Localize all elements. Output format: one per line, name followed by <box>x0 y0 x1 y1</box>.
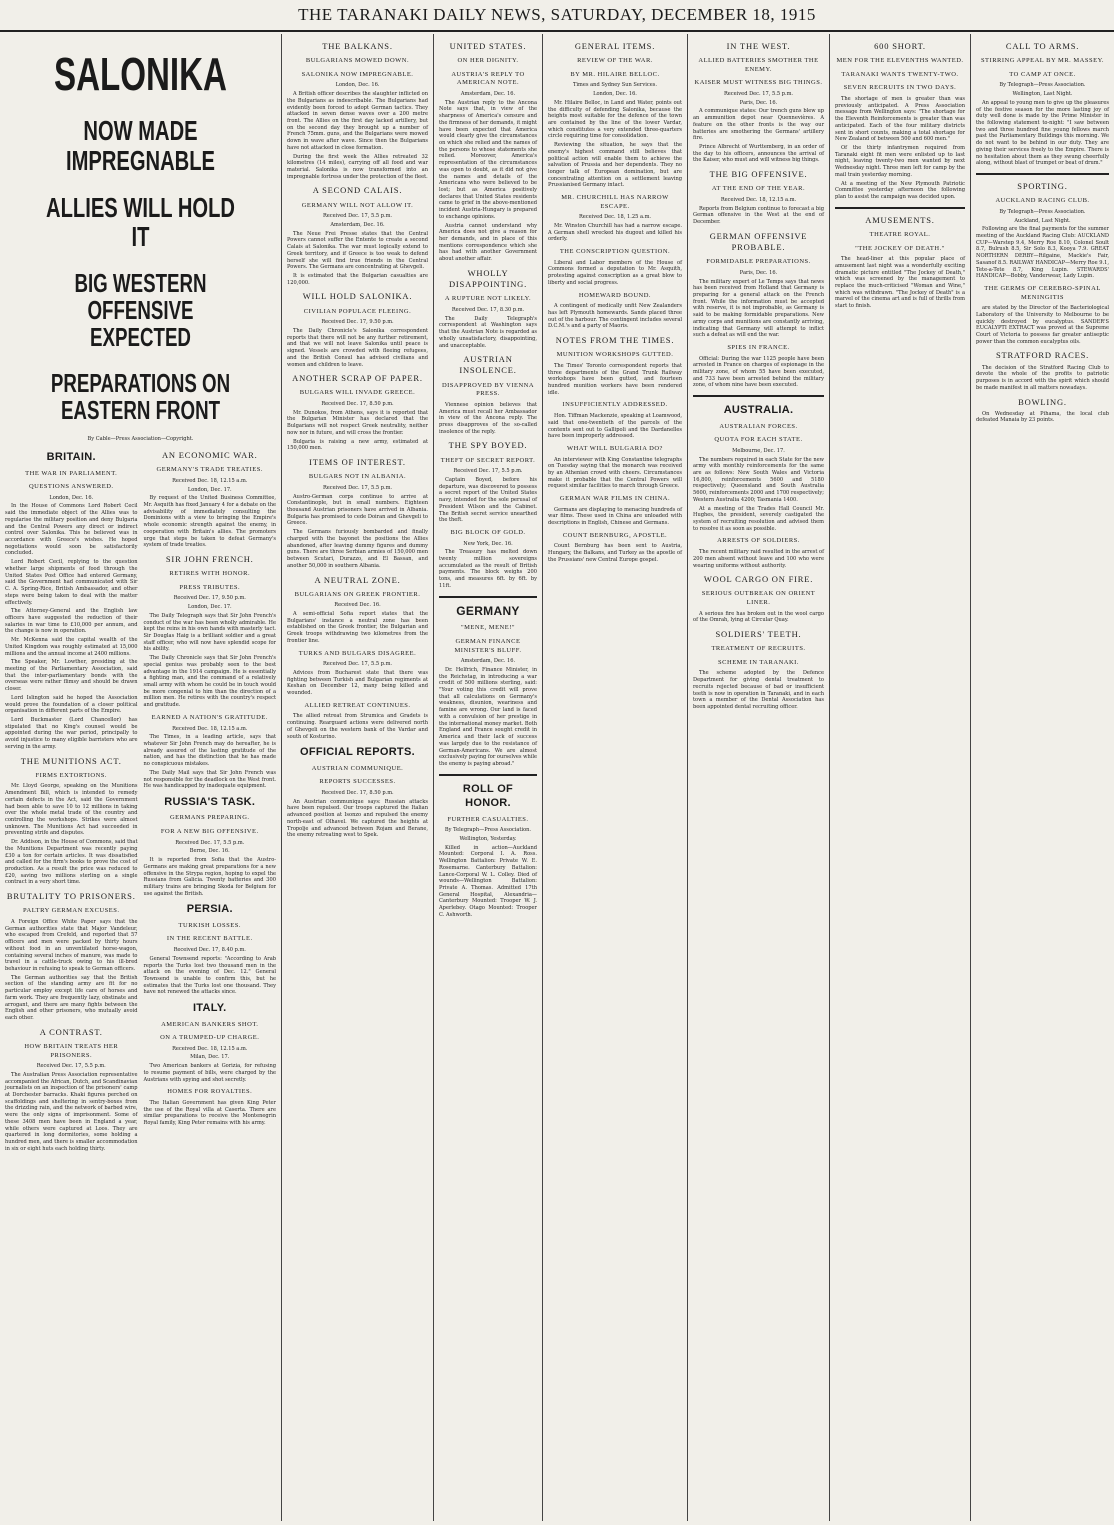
sub-heading: WHAT WILL BULGARIA DO? <box>567 444 663 452</box>
section-heading: THE SPY BOYED. <box>448 440 528 451</box>
paragraph: The Times' Toronto correspondent reports that three departments of the Grand Trunk Railway workshops have been gutted, and fourteen hundred munition workers have been rendered idle. <box>548 362 682 396</box>
paragraph: Austro-German corps continue to arrive at Constantinople, but in small numbers. Eighteen thousand Austrian prisoners have arrived in Albania. Bulgaria has promised to cede Doiran and Ghevgeli to Greece. <box>287 493 428 527</box>
sub-heading: ON A TRUMPED-UP CHARGE. <box>160 1034 260 1042</box>
section-heading: ITEMS OF INTEREST. <box>309 457 406 468</box>
sub-heading: FOR A NEW BIG OFFENSIVE. <box>160 828 259 836</box>
paragraph: Prince Albrecht of Wurttemberg, in an order of the day to his officers, announces the arrival of the Kaiser, who must and will witness big things. <box>693 143 824 164</box>
sub-heading: QUOTA FOR EACH STATE. <box>714 436 803 444</box>
sub-heading: THEFT OF SECRET REPORT. <box>440 456 536 464</box>
byline: By Telegraph—Press Association. <box>444 827 532 834</box>
section-heading: BRITAIN. <box>46 451 96 464</box>
paragraph: The Times, in a leading article, says that whatever Sir John French may do hereafter, he is already assured of the lasting gratitude of the nation, and has the distinction that he has made no conspicuous mistakes. <box>143 734 276 768</box>
section-heading: A SECOND CALAIS. <box>312 185 403 196</box>
sub-heading: AT THE END OF THE YEAR. <box>711 185 806 193</box>
section-heading: AUSTRIAN INSOLENCE. <box>459 354 517 376</box>
sub-heading: BULGARS WILL INVADE GREECE. <box>299 389 416 397</box>
sub-heading: SERIOUS OUTBREAK ON ORIENT LINER. <box>701 590 816 607</box>
paragraph: The German authorities say that the British section of the standing army are fit for no particular employ except life care of horses and farm work. They are frequently lazy, obstinate and arrogant, and there are many fights between the English and other prisoners, who mutually avoid each other. <box>5 974 138 1022</box>
paragraph: Viennese opinion believes that America must recall her Ambassador in view of the Ancona reply. The press disapproves of the so-called insolence of the reply. <box>439 401 537 435</box>
paragraph: On Wednesday at Pihama, the local club defeated Manaia by 23 points. <box>976 410 1109 424</box>
received-line: Received Dec. 17, 8.50 p.m. <box>321 789 394 796</box>
paragraph: Mr. Dunokos, from Athens, says it is reported that the Bulgarian Minister has declared that the Bulgarians will not respect Greek neutrality, neither now nor in future, and will cross the frontier. <box>287 409 428 436</box>
paragraph: An interviewer with King Constantine telegraphs on Tuesday saying that the monarch was received by an Athenian crowd with cheers. Circumstances make it probable that the Central Powers will request similar facilities to march through Greece. <box>548 456 682 490</box>
dateline: Berne, Dec. 16. <box>189 848 230 855</box>
paragraph: The Daily Telegraph says that Sir John French's conduct of the war has been wholly admirable. He kept the reins in his own hands with masterly tact. Sir Douglas Haig is a brilliant soldier and a great staff officer, who will now have splendid scope for his ability. <box>143 612 276 653</box>
paragraph: Dr. Helfrich, Finance Minister, in the Reichstag, in introducing a war credit of 500 millions sterling, said: "Your voting this credit will prove that all calculations on Germany's weakness, disunion, weariness and famine are wrong. Our land is faced with a convulsion of her prestige in the international money market. Both England and France sought credit in America and their lack of success was largely due to the resistance of German-Americans. We are almost exclusively paying for ourselves while the enemy is paying abroad." <box>439 666 537 767</box>
sub-heading: KAISER MUST WITNESS BIG THINGS. <box>694 79 823 87</box>
sub-heading: SEVEN RECRUITS IN TWO DAYS. <box>843 84 957 92</box>
sub-heading: AUSTRALIAN FORCES. <box>719 422 798 430</box>
sub-heading: QUESTIONS ANSWERED. <box>28 483 114 491</box>
paragraph: A serious fire has broken out in the wool cargo of the Omrah, lying at Circular Quay. <box>693 610 824 624</box>
section-heading: THE BALKANS. <box>322 41 393 51</box>
section-heading: WILL HOLD SALONIKA. <box>302 291 413 302</box>
dateline: Amsterdam, Dec. 16. <box>460 658 516 665</box>
paragraph: General Townsend reports: "According to Arab reports the Turks lost two thousand men in the attack on the evening of Dec. 12." General Townsend is unable to confirm this, but he estimates that the Turks lost one thousand. They have not renewed the attacks since. <box>143 955 276 996</box>
dateline: London, Dec. 17. <box>187 486 232 493</box>
sub-heading: GERMAN FINANCE MINISTER'S BLUFF. <box>454 638 522 654</box>
paragraph: The allied retreat from Strumica and Gradets is continuing. Rearguard actions were delivered north of Ghevgeli on the western bank of the Vardar and south of Kosturino. <box>287 713 428 740</box>
dateline: Melbourne, Dec. 17. <box>732 447 785 454</box>
received-line: Received Dec. 17, 8.40 p.m. <box>173 947 246 954</box>
paragraph: Of the thirty infantrymen required from Taranaki eight fit men were enlisted up to last night, leaving twenty-two men wanted by next Wednesday night. Three men left for camp by the mail train yesterday morning. <box>835 144 965 178</box>
dateline: Milan, Dec. 17. <box>190 1054 230 1061</box>
sub-heading: INSUFFICIENTLY ADDRESSED. <box>562 401 668 409</box>
paragraph: The military expert of Le Temps says that news has been received from Holland that Germany is preparing for a general attack on the French front. While the information must be accepted with reserve, it is not improbable, as Germany is said to be making formidable preparations. New army corps and munitions are constantly arriving, indicating that Germany will attempt to inflict such a defeat as will end the war. <box>693 278 824 339</box>
section-heading: GENERAL ITEMS. <box>574 41 656 51</box>
divider <box>693 395 824 397</box>
paragraph: The Daily Chronicle's Salonika correspondent reports that there will not be any further retirement, and that we will not leave Salonika until peace is signed. Vessels are crowded with fleeing refugees, and the British Consul has advised civilians and women and children to leave. <box>287 327 428 368</box>
column-in-the-west <box>688 36 829 1516</box>
received-line: Received Dec. 18, 12.15 a.m. <box>172 1045 248 1052</box>
dateline: London, Dec. 16. <box>49 494 94 501</box>
paragraph: Austria cannot understand why America does not give a reason for her demands, and in place of this mentions correspondence which she has had with another Government about another affair. <box>439 222 537 263</box>
paragraph: The Daily Chronicle says that Sir John French's special genius was probably seen to the best advantage in the 1914 campaign. He is essentially a fighting man, and the command of a relatively small army with whom he could be in touch would be more congenial to him than the direction of a million men. He retires with the country's respect and gratitude. <box>143 655 276 709</box>
received-line: Received Dec. 17, 5.5 p.m. <box>723 90 794 97</box>
received-line: Received Dec. 18, 1.25 a.m. <box>578 214 652 221</box>
sub-heading: FIRMS EXTORTIONS. <box>35 771 108 779</box>
paragraph: The Germans furiously bombarded and finally charged with the bayonet the positions the Allies abandoned, after leaving dummy figures and dummy guns. There are three Serbian armies of 150,000 men between Scutari, Durazzo, and El Bassan, and another 50,000 in southern Albania. <box>287 529 428 569</box>
byline: By Telegraph—Press Association. <box>999 82 1086 89</box>
divider <box>835 207 965 209</box>
paragraph: Bulgaria is raising a new army, estimated at 150,000 men. <box>287 438 428 452</box>
sub-heading: MUNITION WORKSHOPS GUTTED. <box>556 351 674 359</box>
paragraph: The Austrian reply to the Ancona Note says that, in view of the sharpness of America's censure and the firmness of her demands, it might have been expected that America would clearly give the circumstances on which she relied and the names of the persons to whose statements she relied. Moreover, America's representation of the circumstances was open to doubt, as it did not give the names and details of the Americans who were believed to be lost; but as America positively declares that United States residents came to grief in the above-mentioned incident Austria-Hungary is prepared to exchange opinions. <box>439 99 537 220</box>
section-heading: IN THE WEST. <box>726 41 791 51</box>
section-heading: WOOL CARGO ON FIRE. <box>703 574 814 585</box>
paragraph: During the first week the Allies retreated 32 kilometres (14 miles), carrying off all food and war material. Salonika is now transformed into an impregnable fortress under the protection of the fleet. <box>287 153 428 180</box>
sub-heading: BULGARIANS MOWED DOWN. <box>305 57 410 65</box>
sub-heading: FURTHER CASUALTIES. <box>447 815 529 823</box>
received-line: Received Dec. 17, 5.5 p.m. <box>322 484 393 491</box>
sub-heading: PALTRY GERMAN EXCUSES. <box>23 907 120 915</box>
received-line: Received Dec. 17, 5.5 p.m. <box>175 839 245 846</box>
section-heading: ITALY. <box>192 1002 227 1015</box>
dateline: London, Dec. 16. <box>593 91 637 98</box>
paragraph: Advices from Bucharest state that there was fighting between Turkish and Bulgarian regiments at Keshan on December 12, many being killed and wounded. <box>287 669 428 697</box>
section-heading: RUSSIA'S TASK. <box>164 795 256 808</box>
paragraph: The Daily Mail says that Sir John French was not responsible for the deadlock on the West front. He was handicapped by inadequate equipment. <box>143 769 276 790</box>
paragraph: Hon. Tiffman Mackenzie, speaking at Loamwood, said that one-twentieth of the parcels of the contents sent out to Gallipoli and the Dardanelles have been improperly addressed. <box>548 413 682 440</box>
paragraph: Captain Boyed, before his departure, was discovered to possess a secret report of the United States navy, intended for the sole perusal of President Wilson and the Cabinet. The British secret service unearthed the theft. <box>439 476 537 524</box>
paragraph: The recent military raid resulted in the arrest of 200 men absent without leave and 100 who were wearing uniforms without authority. <box>693 549 824 569</box>
paragraph: Liberal and Labor members of the House of Commons formed a deputation to Mr. Asquith, protesting against conscription as a great blow to liberty and social progress. <box>548 259 682 286</box>
sub-heading: TURKS AND BULGARS DISAGREE. <box>298 649 417 657</box>
paragraph: A British officer describes the slaughter inflicted on the Bulgarians as indescribable. The Bulgarians had evidently been forced to adopt German tactics. They attacked in seven dense waves over a 200 metre front. The Allies on the first day lacked artillery, but on the second day they brought up a number of French 75mm. guns, and the Bulgarians were mowed down in wave after wave. Since then the Bulgarians have not attacked in close formation. <box>287 91 428 151</box>
section-heading: AUSTRALIA. <box>723 404 794 417</box>
paragraph: In the House of Commons Lord Robert Cecil said the immediate object of the Allies was to regularise the military position and deny Bulgaria and the Central Powers any direct or indirect control over Salonika. This he believed was in accordance with Greece's wishes. He hoped negotiations would soon be satisfactorily concluded. <box>5 503 138 557</box>
received-line: Received Dec. 18, 12.15 a.m. <box>172 725 248 732</box>
paragraph: A contingent of medically unfit New Zealanders has left Plymouth homewards. Sands placed three out of the harbour. The contingent includes several D.C.M.'s and a party of Maoris. <box>548 303 682 330</box>
paragraph: The decision of the Stratford Racing Club to devote the whole of the profits to patriotic purposes is in accord with the spirit which should be made manifest in all matters nowadays. <box>976 364 1109 391</box>
sub-heading: GERMANY WILL NOT ALLOW IT. <box>301 201 414 209</box>
headline-salonika: SALONIKA <box>54 48 227 100</box>
paragraph: are stated by the Director of the Bacteriological Laboratory of the University to Melbourne to be quickly destroyed by eucalyptus. SANDER'S EUCALYPTI EXTRACT was proved at the Supreme Court of Victoria to possess far greater antiseptic power than the common eucalyptus oils. <box>976 305 1109 345</box>
section-heading: BOWLING. <box>1018 396 1067 407</box>
dateline: Wellington, Last Night. <box>1012 91 1073 98</box>
received-line: Received Dec. 17, 5.5 p.m. <box>322 213 393 220</box>
paragraph: An appeal to young men to give up the pleasures of the festive season for the more lasting joy of duty well done is made by the Prime Minister in the following statement to-night: "I saw between two and three hundred fine young fellows march past the Parliamentary Buildings this morning. We do not want to be behind in our duty. They are giving their services freely to the Empire. There is no hesitation about them as they swung cheerfully along, without blast of trumpet or beat of drum." <box>976 99 1109 167</box>
section-heading: CALL TO ARMS. <box>1005 41 1080 51</box>
paragraph: The head-liner at this popular place of amusement last night was a wonderfully exciting dramatic picture entitled "The Jockey of Death," which was screened by the management to replace the much-criticised "Woman and Wine," which was withdrawn. "The Jockey of Death" is a marvel of the cinema art and is full of thrills from start to finish. <box>835 256 965 310</box>
paragraph: Killed in action—Auckland Mounted: Corporal I. A. Ross. Wellington Battalion: Private W. E. Rosemarne. Canterbury Battalion: Lance-Corporal W. L. Colley. Died of wounds—Wellington Battalion: Private A. Thomas. Admitted 17th General Hospital, Alexandria—Canterbury Mounted: Trooper W. J. Aperlebey. Otago Mounted: Trooper C. Ashworth. <box>439 844 537 918</box>
sub-heading: BULGARS NOT IN ALBANIA. <box>308 473 407 481</box>
paragraph: Mr. Winston Churchill has had a narrow escape. A German shell wrecked his dugout and killed his orderly. <box>548 223 682 243</box>
dateline: New York, Dec. 16. <box>463 540 513 547</box>
paragraph: Lord Buckmaster (Lord Chancellor) has stipulated that no King's counsel would be appointed during the war period, principally to avoid injustice to many eligible barristers who are serving in the army. <box>5 717 138 750</box>
sub-heading: DISAPPROVED BY VIENNA PRESS. <box>441 381 535 398</box>
paragraph: Reviewing the situation, he says that the enemy's highest command still believes that political action will enable them to achieve the salvation of Prussia and her dependents. They no longer talk of European domination, but are concentrating attention on a settlement leaving Prussianised Germany intact. <box>548 142 682 189</box>
paragraph: It is reported from Sofia that the Austro-Germans are making great preparations for a new offensive in the Strypa region, hoping to expel the Russians from Galicia. Twenty batteries and 300 military trains are bringing Skoda for Belgium for use against the British. <box>143 857 276 897</box>
paragraph: Official: During the war 1125 people have been arrested in France on charges of espionage in the military zone, of whom 55 have been executed, and 733 have been arrested behind the military zone, of whom nine have been executed. <box>693 355 824 389</box>
subcolumn-economic <box>144 445 277 1154</box>
section-heading: GERMAN OFFENSIVE PROBABLE. <box>709 230 808 253</box>
paragraph: By request of the United Business Committee, Mr. Asquith has fixed January 4 for a debate on the advisability of immediately consulting the Dominions with a view to bringing the Empire's whole economic strength against the enemy, in cooperation with Britain's allies. The promoters urge that steps be taken to defeat Germany's system of trade treaties. <box>143 495 276 549</box>
dateline: Auckland, Last Night. <box>1014 217 1071 224</box>
column-600-short <box>830 36 970 1516</box>
sub-heading: EARNED A NATION'S GRATITUDE. <box>151 713 268 721</box>
sub-heading: PRESS TRIBUTES. <box>179 583 241 591</box>
section-heading: A CONTRAST. <box>39 1026 103 1037</box>
paragraph: Dr. Addison, in the House of Commons, said that the Munitions Department was recently paying £30 a ton for certain articles. It was dissatisfied and called for the firm's books to prove the cost of production. As a result the price was reduced to £20, saving two millions sterling on a single contract in a very short time. <box>5 839 138 886</box>
sub-heading: REVIEW OF THE WAR. <box>577 57 653 65</box>
dateline: Paris, Dec. 16. <box>739 99 778 106</box>
paragraph: A Foreign Office White Paper says that the German authorities state that Major Vandeleur, who escaped from Crefeld, and reported that 57 officers and men were packed by thirty hours without food in an unventilated horse-wagon, containing several inches of manure, was made to travel in a cattle-truck owing to his ill-bred behaviour in refusing to speak to German officers. <box>5 918 138 973</box>
sub-heading: ALLIED RETREAT CONTINUES. <box>304 701 411 709</box>
sub-heading: ARRESTS OF SOLDIERS. <box>717 537 800 545</box>
sub-heading: GERMANY'S TRADE TREATIES. <box>156 466 263 474</box>
paragraph: Lord Islington said he hoped the Association would prove the foundation of a closer political organisation in different parts of the Empire. <box>5 694 138 715</box>
sub-heading: HOMES FOR ROYALTIES. <box>167 1088 253 1096</box>
paragraph: A semi-official Sofia report states that the Bulgarians' instance a neutral zone has been established on the Greek frontier, the Bulgarian and Greek troops withdrawing two kilometres from the frontier line. <box>287 611 428 644</box>
paragraph: Reports from Belgium continue to forecast a big German offensive in the West at the end of December. <box>693 205 824 226</box>
sub-heading: HOMEWARD BOUND. <box>578 291 652 299</box>
sub-heading: MR. CHURCHILL HAS NARROW ESCAPE. <box>561 194 669 210</box>
paragraph: The Attorney-General and the English law officers have suggested the reduction of their salaries in war time to £10,000 per annum, and the change is now in operation. <box>5 608 138 635</box>
section-heading: SPORTING. <box>1017 181 1068 191</box>
section-heading: GERMANY <box>456 603 520 618</box>
sub-heading: CIVILIAN POPULACE FLEEING. <box>303 307 412 315</box>
sub-heading: ON HER DIGNITY. <box>457 57 519 65</box>
paragraph: The Australian Press Association representative accompanied the African, Dutch, and Scandinavian journalists on an inspection of the prisoners' camp at Dorchester barracks. Khaki figures perched on scaffoldings and sheltering in sentry-boxes from the drizzling rain, and the network of barbed wire, were the only signs of imprisonment. Some of these 3408 men have been in England a year, while others were captured at Loos. They are quartered in long dormitories, some holding a hundred men, and there is smaller accommodation in six or eight huts each holding thirty. <box>5 1071 138 1152</box>
sub-heading: FORMIDABLE PREPARATIONS. <box>706 258 811 266</box>
sub-heading: BULGARIANS ON GREEK FRONTIER. <box>294 590 421 598</box>
paragraph: The scheme adopted by the Defence Department for giving dental treatment to recruits rejected because of bad or insufficient teeth is now in operation in Taranaki, and in each town a member of the Dental Association has been appointed dental recruiting officer. <box>693 670 824 710</box>
byline: By Telegraph—Press Association. <box>999 208 1086 215</box>
received-line: Received Dec. 18, 12.15 a.m. <box>720 196 797 203</box>
dateline: Amsterdam, Dec. 16. <box>330 221 385 228</box>
headline-eastern-front: PREPARATIONS ON EASTERN FRONT <box>50 367 231 426</box>
divider <box>439 774 537 776</box>
headline-impregnable: NOW MADE IMPREGNABLE <box>66 115 215 176</box>
section-heading: UNITED STATES. <box>449 41 527 51</box>
paragraph: Two American bankers at Gorizia, for refusing to resume payment of bills, were charged by the Austrians with spying and shot secretly. <box>143 1063 276 1083</box>
paragraph: The Neue Frei Presse states that the Central Powers cannot suffer the Entente to create a second Calais at Salonika. The war must logically extend to Greek territory, and if Greece is too weak to defend herself she will find true friends in the Central Powers. The Germans are concentrating at Ghevgeli. <box>287 230 428 271</box>
received-line: Received Dec. 17, 8.50 p.m. <box>321 401 394 408</box>
paragraph: Lord Robert Cecil, replying to the question whether large shipments of food through the United States Post Office had entered Germany, said the Government had communicated with Sir C. A. Spring-Rice, British Ambassador, and other steps were being taken to deal with the matter effectively. <box>5 559 138 606</box>
divider <box>439 596 537 598</box>
section-heading: OFFICIAL REPORTS. <box>300 746 415 759</box>
sub-heading: STIRRING APPEAL BY MR. MASSEY. <box>980 57 1105 65</box>
section-heading: ANOTHER SCRAP OF PAPER. <box>292 373 423 384</box>
dateline: London, Dec. 16. <box>335 82 380 89</box>
subcolumn-britain <box>5 445 138 1154</box>
section-heading: PERSIA. <box>186 903 233 916</box>
paragraph: A communique states: Our trench guns blew up an ammunition depot near Quennevières. A feature on the other fronts is the way our batteries are smothering the Germans' artillery fire. <box>693 108 824 142</box>
byline: Times and Sydney Sun Services. <box>573 82 657 89</box>
section-heading: AMUSEMENTS. <box>865 214 935 225</box>
column-general-items <box>543 36 687 1516</box>
section-heading: NOTES FROM THE TIMES. <box>555 335 675 346</box>
received-line: Received Dec. 17, 8.30 p.m. <box>451 306 525 313</box>
dateline: Amsterdam, Dec. 16. <box>460 90 516 97</box>
sub-heading: GERMANS PREPARING. <box>169 814 250 822</box>
sub-heading: TURKISH LOSSES. <box>178 921 241 929</box>
sub-heading: RETIRES WITH HONOR. <box>169 570 251 578</box>
sub-heading: SALONIKA NOW IMPREGNABLE. <box>301 70 414 78</box>
paragraph: The Treasury has melted down twenty million sovereigns accumulated as the result of British payments. The block weighs 200 tons, and measures 6ft. by 6ft. by 11ft. <box>439 549 537 589</box>
sub-heading: TREATMENT OF RECRUITS. <box>711 645 806 653</box>
paragraph: It is estimated that the Bulgarian casualties are 120,000. <box>287 272 428 286</box>
paragraph: Mr. Lloyd George, speaking on the Munitions Amendment Bill, which is intended to remedy certain defects in the Act, said the Government had been able to save 10 to 12 millions in taking over the whole metal trade of the country and controlling the workshops. Strikes were almost unknown. The Munitions Act had succeeded in preventing strife and disputes. <box>5 783 138 837</box>
section-heading: SIR JOHN FRENCH. <box>165 554 254 565</box>
sub-heading: AUCKLAND RACING CLUB. <box>995 197 1090 205</box>
sub-heading: THE GERMS OF CEREBRO-SPINAL MENINGITIS <box>984 284 1101 301</box>
sub-heading: REPORTS SUCCESSES. <box>319 778 396 786</box>
dateline: London, Dec. 17. <box>187 604 232 611</box>
paragraph: An Austrian communique says: Russian attacks have been repulsed. Our troops captured the Italian advanced position at Isonzo and repulsed the enemy north-east of Olhavel. We captured the heights at Tropolje and advanced between Rojam and Berane, the enemy retreating west to Spek. <box>287 798 428 839</box>
section-heading: WHOLLY DISAPPOINTING. <box>448 267 528 290</box>
column-balkans <box>282 36 433 1516</box>
sub-heading: COUNT BERNBURG, APOSTLE. <box>562 531 668 539</box>
received-line: Received Dec. 18, 12.15 a.m. <box>172 477 248 484</box>
sub-heading: "THE JOCKEY OF DEATH." <box>855 244 945 252</box>
sub-heading: BY MR. HILAIRE BELLOC. <box>570 70 660 78</box>
section-heading: 600 SHORT. <box>874 41 926 51</box>
sub-heading: SPIES IN FRANCE. <box>727 344 790 352</box>
paragraph: Following are the final payments for the summer meeting of the Auckland Racing Club: AUCKLAND CUP—Warstep 9.4, Merry Roe 8.10, Colonel Soult 8.7, Bulrush 8.5, Sir Solo 8.3, Kooya 7.9. GREAT NORTHERN DERBY—Rilgaine, Mackie's Fair, Sasanof 8.5. RAILWAY HANDICAP—Merry Roe 9.1, Tete-a-Tete 8.7, King Lupin. STEWARDS' HANDICAP—Bobby, Vanderwear, Lady Lupin. <box>976 226 1109 280</box>
sub-heading: IN THE RECENT BATTLE. <box>166 935 253 943</box>
paragraph: The Daily Telegraph's correspondent at Washington says that the Austrian Note is regarded as wholly unsatisfactory, disappointing, and unacceptable. <box>439 315 537 349</box>
paragraph: The numbers required in each State for the new army with monthly reinforcements for the same are as follows: New South Wales and Victoria 16,800, reinforcements 5600 and 5180 respectively; Queensland and South Australia 5600, reinforcements 2000 and 1700 respectively; Western Australia 4200; Tasmania 1400. <box>693 456 824 503</box>
received-line: Received Dec. 16. <box>334 602 381 609</box>
paragraph: Count Bernburg has been sent to Austria, Hungary, the Balkans, and Turkey as the apostle of the Prussians' new Central Europe gospel. <box>548 543 682 563</box>
sub-heading: SCHEME IN TARANAKI. <box>718 658 799 666</box>
sub-heading: THEATRE ROYAL. <box>869 230 931 238</box>
section-heading: STRATFORD RACES. <box>995 350 1090 361</box>
paragraph: Mr. McKenna said the capital wealth of the United Kingdom was roughly estimated at 15,000 millions and the annual income at 2400 millions. <box>5 637 138 657</box>
sub-heading: MEN FOR THE ELEVENTHS WANTED. <box>836 57 964 65</box>
paragraph: Mr. Hilaire Belloc, in Land and Water, points out the difficulty of defending Salonika, because the heights most suitable for the defence of the town are contained by the line of the lower Vardar, which constitutes a very extended three-quarters circle requiring time for consolidation. <box>548 99 682 140</box>
sub-heading: AUSTRIAN COMMUNIQUE. <box>311 764 404 772</box>
sub-heading: ALLIED BATTERIES SMOTHER THE ENEMY. <box>698 57 819 73</box>
received-line: Received Dec. 17, 5.5 p.m. <box>322 661 393 668</box>
sub-heading: AMERICAN BANKERS SHOT. <box>161 1020 259 1028</box>
sub-heading: GERMAN WAR FILMS IN CHINA. <box>559 495 671 503</box>
paragraph: At a meeting of the Trades Hall Council Mr. Hughes, the president, severely castigated the system of recruiting resolution and advised them to resolve it as soon as possible. <box>693 505 824 532</box>
dateline: Wellington, Yesterday. <box>459 835 517 842</box>
section-heading: SOLDIERS' TEETH. <box>715 629 802 640</box>
section-heading: ROLL OF HONOR. <box>462 782 514 810</box>
headline-western-offensive: BIG WESTERN OFFENSIVE EXPECTED <box>74 267 207 353</box>
sub-heading: THE WAR IN PARLIAMENT. <box>25 469 118 477</box>
sub-heading: A RUPTURE NOT LIKELY. <box>444 295 532 303</box>
section-heading: THE BIG OFFENSIVE. <box>709 169 808 180</box>
masthead: THE TARANAKI DAILY NEWS, SATURDAY, DECEMBER 18, 1915 <box>0 0 1114 32</box>
column-salonika <box>0 36 281 1516</box>
sub-heading: TO CAMP AT ONCE. <box>1009 70 1076 78</box>
paragraph: Germans are displaying to menacing hundreds of war films. These used in China are unloaded with descriptions in English, Chinese and Germans. <box>548 506 682 527</box>
divider <box>976 173 1109 175</box>
column-call-to-arms <box>971 36 1114 1516</box>
section-heading: BRUTALITY TO PRISONERS. <box>6 891 136 902</box>
sub-heading: AUSTRIA'S REPLY TO AMERICAN NOTE. <box>451 70 525 87</box>
byline: By Cable—Press Association—Copyright. <box>87 436 194 443</box>
received-line: Received Dec. 17, 5.5 p.m. <box>36 1063 106 1070</box>
paragraph: The shortage of men is greater than was previously anticipated. A Press Association message from Wellington says: "The shortage for the Eleventh Reinforcements is greater than was anticipated. Each of the four military districts sent in short counts, making a total shortage for New Zealand of between 500 and 600 men." <box>835 95 965 143</box>
paragraph: At a meeting of the New Plymouth Patriotic Committee yesterday afternoon the following plan to assist the campaign was decided upon. <box>835 180 965 201</box>
received-line: Received Dec. 17, 9.50 p.m. <box>173 595 246 602</box>
dateline: Paris, Dec. 16. <box>739 269 778 276</box>
section-heading: A NEUTRAL ZONE. <box>314 574 401 585</box>
sub-heading: "MENE, MENE!" <box>460 624 516 632</box>
sub-heading: TARANAKI WANTS TWENTY-TWO. <box>841 70 959 78</box>
paragraph: The Speaker, Mr. Lowther, presiding at the meeting of the Parliamentary Association, said that the inter-parliamentary bonds with the overseas were rather flimsy and should be drawn closer. <box>5 659 138 693</box>
sub-heading: THE CONSCRIPTION QUESTION. <box>559 248 671 256</box>
headline-allies-hold: ALLIES WILL HOLD IT <box>46 192 235 253</box>
section-heading: THE MUNITIONS ACT. <box>20 755 122 766</box>
received-line: Received Dec. 17, 5.5 p.m. <box>453 468 523 475</box>
sub-heading: BIG BLOCK OF GOLD. <box>450 528 526 536</box>
paragraph: The Italian Government has given King Peter the use of the Royal villa at Caserta. There are similar preparations to receive the Montenegrin Royal family, King Peter remains with his army. <box>143 1099 276 1127</box>
section-heading: AN ECONOMIC WAR. <box>161 450 258 461</box>
column-united-states <box>434 36 542 1516</box>
sub-heading: HOW BRITAIN TREATS HER PRISONERS. <box>24 1042 119 1059</box>
received-line: Received Dec. 17, 9.50 p.m. <box>321 319 394 326</box>
